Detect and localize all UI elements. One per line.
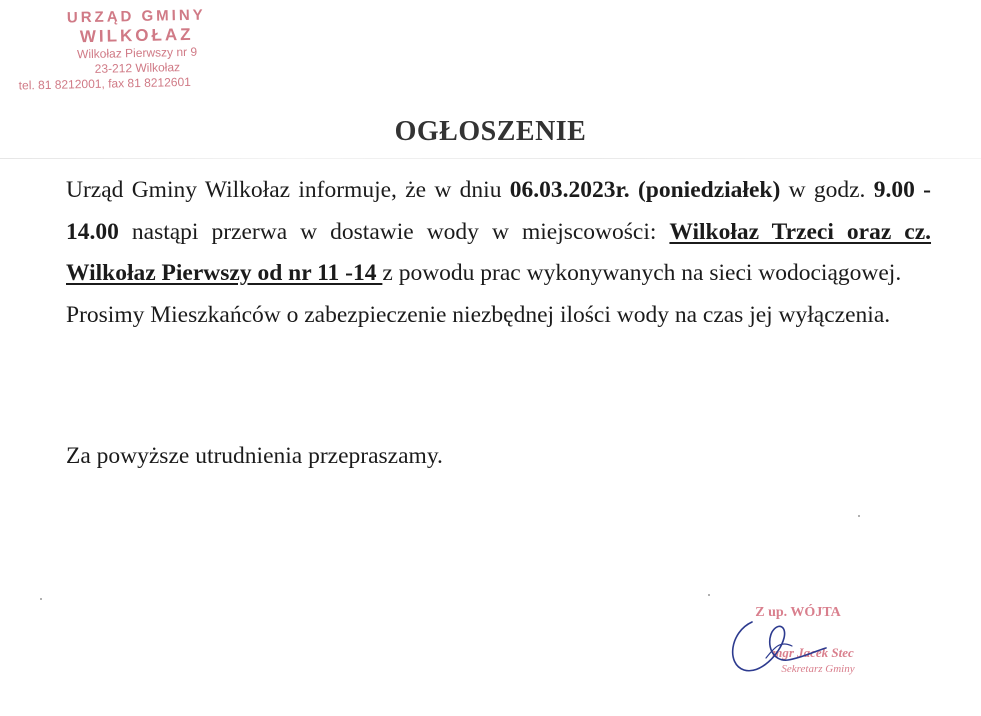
stamp-postcode: 23-212 Wilkołaz	[94, 60, 181, 76]
scan-speck	[40, 598, 42, 600]
signatory-title: Sekretarz Gminy	[781, 663, 855, 675]
outage-hours: 9.00 - 14.00	[66, 177, 931, 245]
handwritten-signature	[722, 612, 832, 682]
scan-speck	[858, 515, 860, 517]
announcement-body	[66, 170, 931, 336]
announcement-paragraph-1	[66, 170, 931, 295]
outage-date: 06.03.2023r. (poniedziałek)	[509, 177, 781, 203]
intro-text: Urząd Gminy Wilkołaz informuje, że w dniu	[66, 177, 510, 203]
stamp-municipality: WILKOŁAZ	[79, 24, 194, 47]
signatory-name: mgr Jacek Stec	[772, 645, 854, 660]
announcement-paragraph-2: Prosimy Mieszkańców o zabezpieczenie niezbędnej ilości wody na czas jej wyłączenia.	[66, 301, 891, 328]
office-stamp	[11, 5, 263, 93]
affected-locations: Wilkołaz Trzeci oraz cz. Wilkołaz Pierwszy od nr 11 -14	[66, 218, 932, 286]
scan-divider	[0, 158, 981, 159]
scan-speck	[708, 594, 710, 596]
signature-authority: Z up. WÓJTA	[755, 605, 841, 620]
hours-prefix: w godz.	[780, 177, 874, 203]
outage-text: nastąpi przerwa w dostawie wody w miejscowości:	[118, 218, 670, 245]
stamp-phone: tel. 81 8212001, fax 81 8212601	[18, 74, 191, 93]
page-title: OGŁOSZENIE	[394, 116, 587, 147]
closing-line: Za powyższe utrudnienia przepraszamy.	[66, 443, 443, 469]
stamp-office-name: URZĄD GMINY	[66, 6, 206, 27]
stamp-address: Wilkołaz Pierwszy nr 9	[76, 44, 198, 62]
reason-text: z powodu prac wykonywanych na sieci wodociągowej.	[382, 260, 902, 286]
